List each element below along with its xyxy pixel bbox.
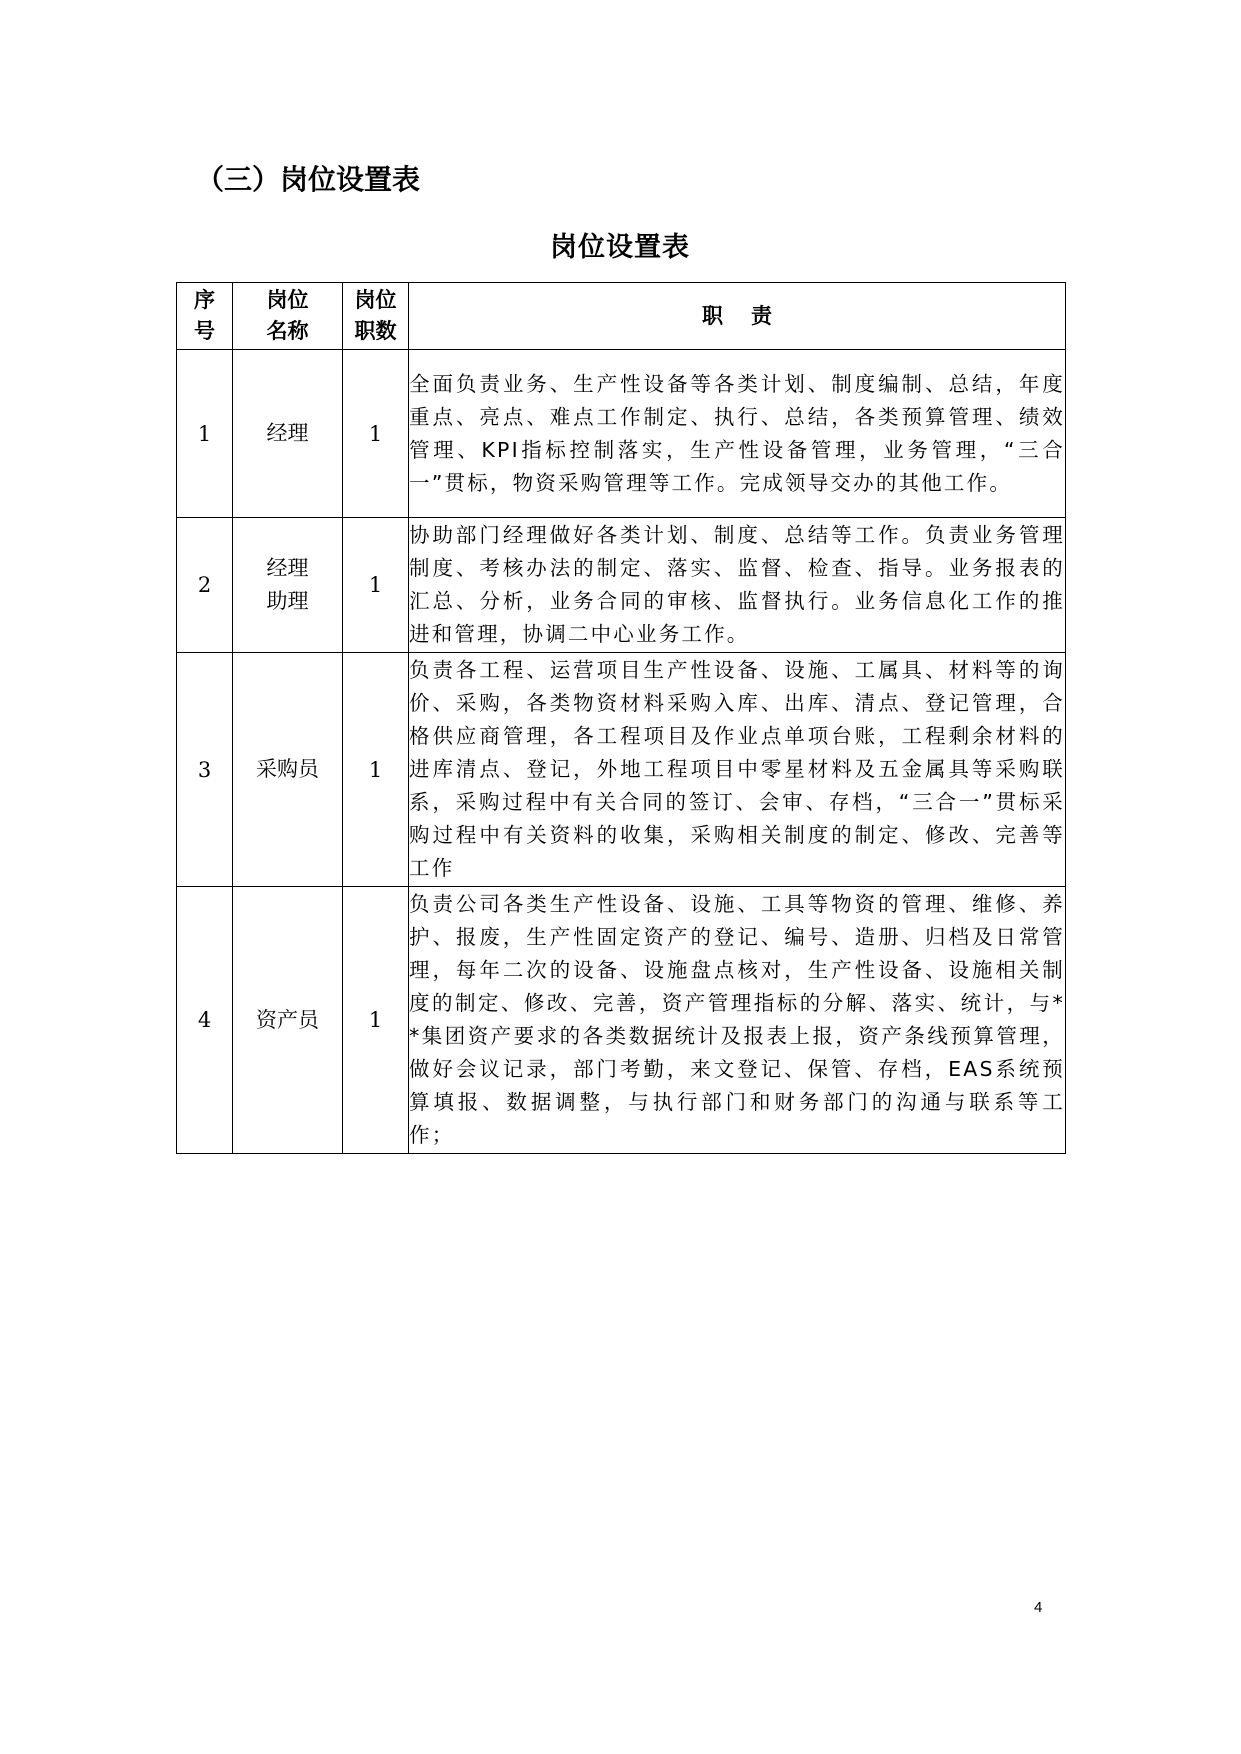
table-row [177, 350, 1066, 518]
row-post-count: 1 [343, 887, 409, 1154]
row-post-name-line: 采购员 [256, 757, 319, 781]
table-row [177, 653, 1066, 887]
header-post-count-line: 职数 [354, 319, 397, 343]
row-post-name-line: 助理 [266, 589, 309, 613]
header-seq-line: 号 [194, 319, 215, 343]
section-heading: （三）岗位设置表 [196, 163, 421, 196]
row-duties: 协助部门经理做好各类计划、制度、总结等工作。负责业务管理制度、考核办法的制定、落实、监督、检查、指导。业务报表的汇总、分析，业务合同的审核、监督执行。业务信息化工作的推进和管理，协调二中心业务工作。 [409, 518, 1066, 653]
row-seq: 1 [177, 350, 233, 518]
header-post-name-line: 岗位 [266, 288, 309, 312]
header-seq-line: 序 [194, 288, 215, 312]
header-post-name [233, 283, 343, 350]
post-setup-table [176, 282, 1066, 1154]
row-post-count: 1 [343, 350, 409, 518]
row-post-count: 1 [343, 653, 409, 887]
row-seq: 2 [177, 518, 233, 653]
table-header-row [177, 283, 1066, 350]
table-title: 岗位设置表 [550, 232, 690, 263]
row-post-name [233, 887, 343, 1154]
row-post-name-line: 经理 [266, 421, 309, 445]
row-post-name-line: 资产员 [256, 1007, 319, 1032]
header-post-count-line: 岗位 [354, 288, 397, 312]
row-seq: 4 [177, 887, 233, 1154]
row-seq: 3 [177, 653, 233, 887]
table-row [177, 518, 1066, 653]
row-post-name [233, 518, 343, 653]
row-duties: 负责各工程、运营项目生产性设备、设施、工属具、材料等的询价、采购，各类物资材料采购入库、出库、清点、登记管理，合格供应商管理，各工程项目及作业点单项台账，工程剩余材料的进库清点、登记，外地工程项目中零星材料及五金属具等采购联系，采购过程中有关合同的签订、会审、存档，“三合一”贯标采购过程中有关资料的收集，采购相关制度的制定、修改、完善等工作 [409, 653, 1066, 887]
header-post-name-line: 名称 [266, 319, 309, 343]
row-post-count: 1 [343, 518, 409, 653]
row-post-name [233, 350, 343, 518]
row-post-name-line: 经理 [266, 556, 309, 580]
header-duties: 职责 [409, 283, 1066, 350]
row-post-name [233, 653, 343, 887]
table-row [177, 887, 1066, 1154]
header-seq [177, 283, 233, 350]
header-post-count [343, 283, 409, 350]
page-number: 4 [1034, 1599, 1043, 1616]
row-duties: 全面负责业务、生产性设备等各类计划、制度编制、总结，年度重点、亮点、难点工作制定、执行、总结，各类预算管理、绩效管理、KPI指标控制落实，生产性设备管理，业务管理，“三合一”贯标，物资采购管理等工作。完成领导交办的其他工作。 [409, 350, 1066, 518]
row-duties: 负责公司各类生产性设备、设施、工具等物资的管理、维修、养护、报废，生产性固定资产的登记、编号、造册、归档及日常管理，每年二次的设备、设施盘点核对，生产性设备、设施相关制度的制定、修改、完善，资产管理指标的分解、落实、统计，与**集团资产要求的各类数据统计及报表上报，资产条线预算管理，做好会议记录，部门考勤，来文登记、保管、存档，EAS系统预算填报、数据调整，与执行部门和财务部门的沟通与联系等工作； [409, 887, 1066, 1154]
